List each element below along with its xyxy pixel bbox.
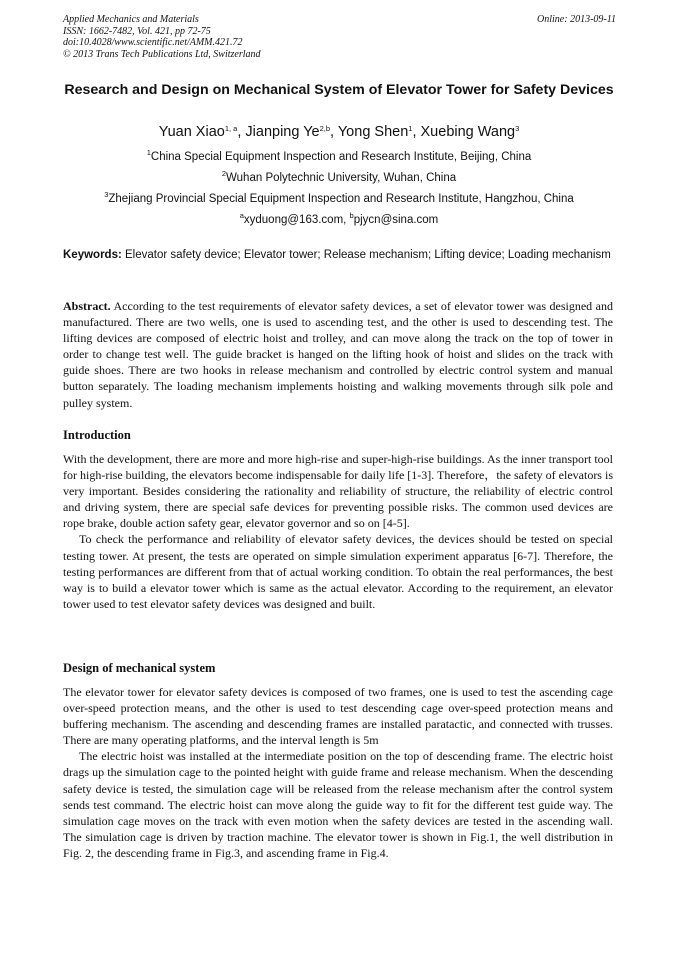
author-name: Yuan Xiao [158, 124, 225, 140]
abstract-label: Abstract. [63, 299, 111, 313]
affiliation-sup: 1 [146, 148, 151, 157]
author-sup: 1, a [224, 124, 238, 133]
paragraph: To check the performance and reliability of elevator safety devices, the devices should be tested on special testing tower. At present, the tests are operated on simple simulation experiment apparatus [6-7]. Therefore, the testing performances are different from that of actual working condition. To obtain the real performances, the best way is to build a elevator tower which is same as the actual elevator. According to the requirement, an elevator tower used to test elevator safety devices was designed and built. [63, 532, 613, 611]
affiliation [40, 192, 638, 206]
email-sup: a [239, 211, 244, 220]
introduction-body [63, 451, 613, 612]
section-heading-introduction: Introduction [63, 428, 131, 442]
design-body [63, 684, 613, 861]
author-sup: 3 [515, 124, 520, 133]
section-heading-design: Design of mechanical system [63, 661, 216, 675]
abstract-text: According to the test requirements of elevator safety devices, a set of elevator tower was designed and manufactured. There are two wells, one is used to ascending test, and the other is used to descending test. The lifting devices are composed of electric hoist and trolley, and can move along the track on the top of tower in order to change test well. The guide bracket is hanged on the lifting hook of hoist and slides on the track with guide shoes. There are two hooks in release mechanism and controlled by electric control system and manual button separately. The loading mechanism implements hoisting and walking movements through silk pole and pulley system. [63, 299, 613, 410]
journal-name: Applied Mechanics and Materials [63, 14, 199, 25]
author-sup: 2,b [319, 124, 331, 133]
copyright-line: © 2013 Trans Tech Publications Ltd, Switzerland [63, 48, 261, 60]
online-date: Online: 2013-09-11 [537, 14, 616, 25]
author-name: Xuebing Wang [420, 124, 516, 140]
email-a: xyduong@163.com, [243, 214, 350, 226]
affiliation [40, 150, 638, 164]
abstract [63, 298, 613, 411]
affiliation-sup: 3 [104, 190, 109, 199]
author-sup: 1 [408, 124, 413, 133]
journal-header [63, 14, 616, 60]
paragraph: The elevator tower for elevator safety devices is composed of two frames, one is used to test the ascending cage over-speed protection means, and the other is used to test descending cage over-speed protection means and buffering mechanism. The ascending and descending frames are installed paratactic, and connected with trusses. There are many operating platforms, and the interval length is 5m [63, 685, 613, 748]
email-b: pjycn@sina.com [353, 214, 439, 226]
paragraph: The electric hoist was installed at the intermediate position on the top of descending frame. The electric hoist drags up the simulation cage to the pointed height with guide frame and release mechanism. When the descending safety device is tested, the simulation cage will be released from the release mechanism after the control system sends test command. The electric hoist can move along the guide way to fit for the different test guide way. The simulation cage moves on the track with even motion when the safety devices are tested in the ascending wall. The simulation cage is driven by traction machine. The elevator tower is shown in Fig.1, the well distribution in Fig. 2, the descending frame in Fig.3, and ascending frame in Fig.4. [63, 749, 613, 860]
affiliation [40, 171, 638, 185]
keywords [63, 249, 613, 263]
affiliation-text: China Special Equipment Inspection and Research Institute, Beijing, China [150, 151, 532, 163]
issn-line: ISSN: 1662-7482, Vol. 421, pp 72-75 [63, 25, 211, 37]
affiliation-text: Zhejiang Provincial Special Equipment Inspection and Research Institute, Hangzhou, China [108, 193, 574, 205]
keywords-text: Elevator safety device; Elevator tower; Release mechanism; Lifting device; Loading mechanism [125, 249, 611, 261]
paper-title: Research and Design on Mechanical System of Elevator Tower for Safety Devices [64, 82, 614, 98]
affiliation-text: Wuhan Polytechnic University, Wuhan, China [226, 172, 457, 184]
email-sup: b [349, 211, 354, 220]
author-name: Yong Shen [337, 124, 409, 140]
email-line [40, 213, 638, 227]
doi-line: doi:10.4028/www.scientific.net/AMM.421.72 [63, 37, 243, 48]
paragraph: With the development, there are more and more high-rise and super-high-rise buildings. As the inner transport tool for high-rise building, the elevators become indispensable for daily life [1-3]. Therefore，the safety of elevators is very important. Besides considering the rationality and reliability of structure, the reliability of electric control and driving system, there are special safe devices for preventing possible risks. The common used devices are rope brake, double action safety gear, elevator governor and so on [4-5]. [63, 452, 613, 531]
keywords-label: Keywords: [63, 249, 122, 261]
author-name: Jianping Ye [245, 124, 320, 140]
affiliation-sup: 2 [221, 169, 227, 178]
author-list: Yuan Xiao$^{1, a}$, Jianping Ye$^{2,b}$, Yong Shen$^1$, Xuebing Wang$^3$ [158, 124, 520, 140]
